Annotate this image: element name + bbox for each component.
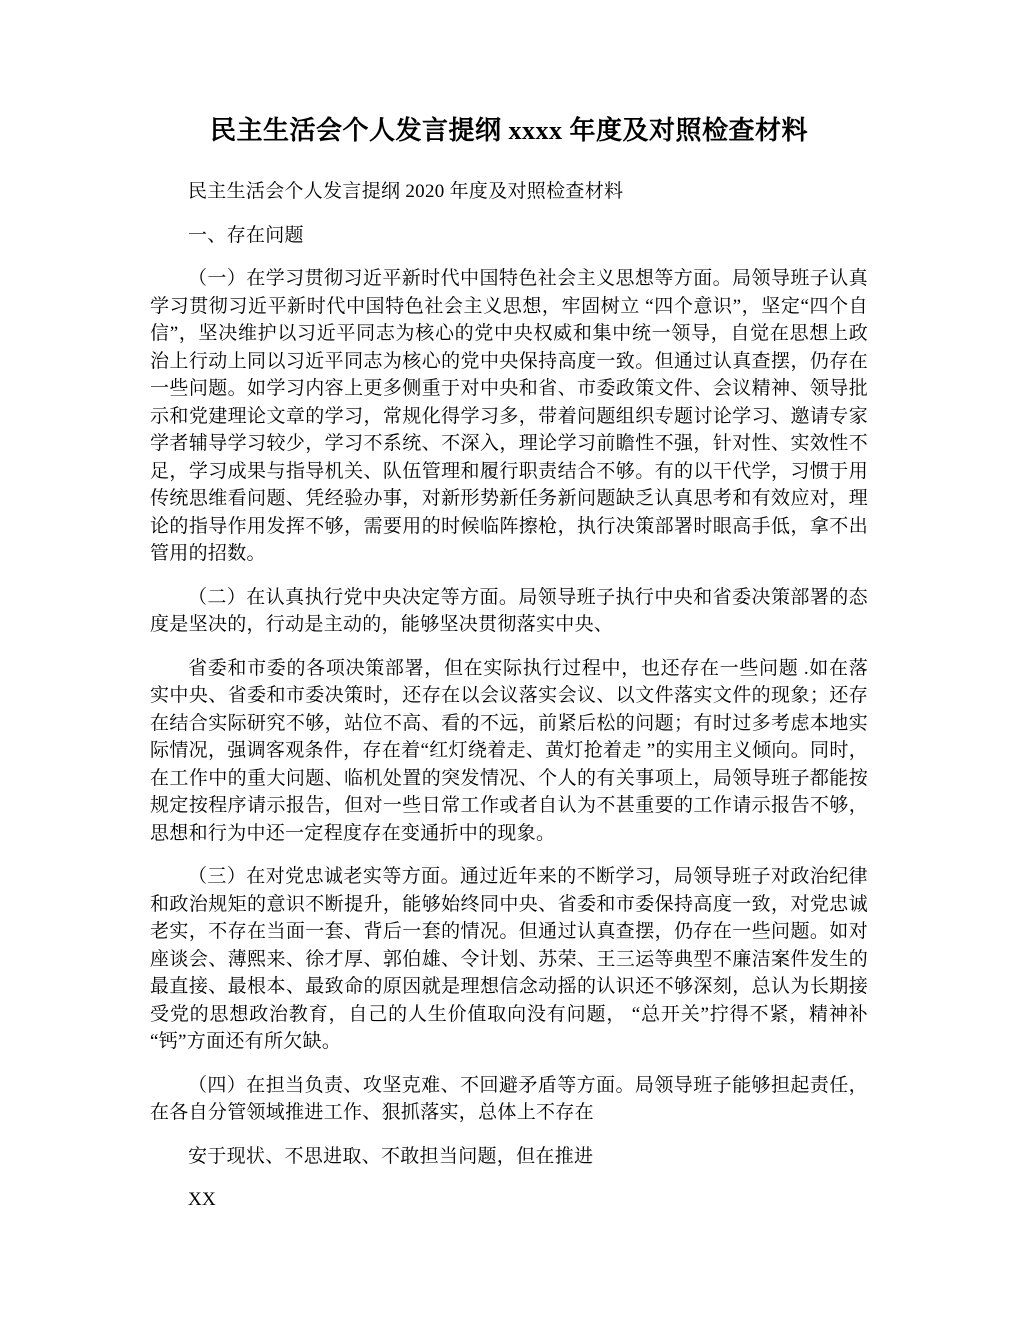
document-title: 民主生活会个人发言提纲 xxxx 年度及对照检查材料 bbox=[209, 116, 808, 145]
paragraph-6: 安于现状、不思进取、不敢担当问题，但在推进 bbox=[188, 1145, 594, 1167]
document-subtitle: 民主生活会个人发言提纲 2020 年度及对照检查材料 bbox=[188, 181, 624, 202]
paragraph-4: （三）在对党忠诚老实等方面。通过近年来的不断学习，局领导班子对政治纪律和政治规矩的意识不断提升，能够始终同中央、省委和市委保持高度一致，对党忠诚老实，不存在当面一套、背后一套的情况。但通过认真查摆，仍存在一些问题。如对座谈会、薄熙来、徐才厚、郭伯雄、令计划、苏荣、王三运等典型不廉洁案件发生的最直接、最根本、最致命的原因就是理想信念动摇的认识还不够深刻，总认为长期接受党的思想政治教育，自己的人生价值取向没有问题， “总开关”拧得不紧，精神补“钙”方面还有所欠缺。 bbox=[150, 866, 868, 1052]
paragraph-3: 省委和市委的各项决策部署，但在实际执行过程中，也还存在一些问题 .如在落实中央、省委和市委决策时，还存在以会议落实会议、以文件落实文件的现象；还存在结合实际研究不够，站位不高、看的不远，前紧后松的问题；有时过多考虑本地实际情况，强调客观条件，存在着“红灯绕着走、黄灯抢着走 ”的实用主义倾向。同时，在工作中的重大问题、临机处置的突发情况、个人的有关事项上，局领导班子都能按规定按程序请示报告，但对一些日常工作或者自认为不甚重要的工作请示报告不够，思想和行为中还一定程度存在变通折中的现象。 bbox=[150, 657, 868, 844]
section-heading: 一、存在问题 bbox=[188, 224, 304, 246]
paragraph-1: （一）在学习贯彻习近平新时代中国特色社会主义思想等方面。局领导班子认真学习贯彻习近平新时代中国特色社会主义思想，牢固树立 “四个意识”，坚定“四个自信”，坚决维护以习近平同志为核心的党中央权威和集中统一领导，自觉在思想上政治上行动上同以习近平同志为核心的党中央保持高度一致。但通过认真查摆，仍存在一些问题。如学习内容上更多侧重于对中央和省、市委政策文件、会议精神、领导批示和党建理论文章的学习，常规化得学习多，带着问题组织专题讨论学习、邀请专家学者辅导学习较少，学习不系统、不深入，理论学习前瞻性不强，针对性、实效性不足，学习成果与指导机关、队伍管理和履行职责结合不够。有的以干代学，习惯于用传统思维看问题、凭经验办事，对新形势新任务新问题缺乏认真思考和有效应对，理论的指导作用发挥不够，需要用的时候临阵擦枪，执行决策部署时眼高手低，拿不出管用的招数。 bbox=[150, 268, 868, 564]
paragraph-5: （四）在担当负责、攻坚克难、不回避矛盾等方面。局领导班子能够担起责任，在各自分管领域推进工作、狠抓落实，总体上不存在 bbox=[150, 1074, 868, 1123]
paragraph-2: （二）在认真执行党中央决定等方面。局领导班子执行中央和省委决策部署的态度是坚决的，行动是主动的，能够坚决贯彻落实中央、 bbox=[150, 586, 868, 635]
paragraph-footer-xx: XX bbox=[188, 1189, 217, 1210]
